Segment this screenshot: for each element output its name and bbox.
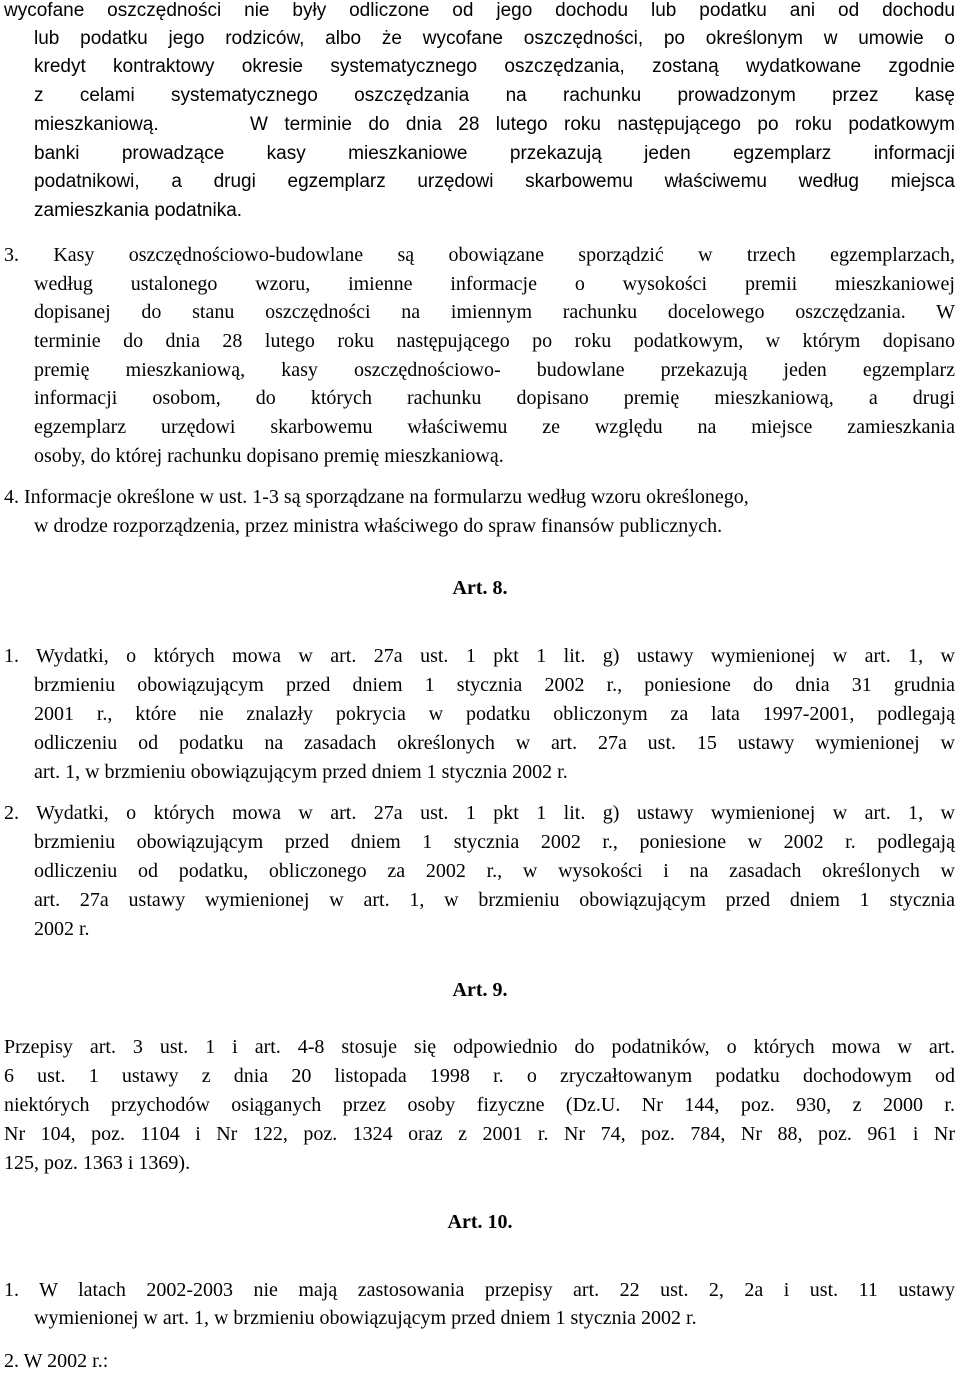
text-line: osoby, do której rachunku dopisano premię mieszkaniową. xyxy=(34,445,504,467)
text-line: lub podatku jego rodziców, albo że wycofane oszczędności, po określonym w umowie o xyxy=(34,28,955,49)
text-line: 2002 r. xyxy=(34,918,90,940)
text-line: brzmieniu obowiązującym przed dniem 1 stycznia 2002 r., poniesione do dnia 31 grudnia xyxy=(34,674,955,696)
text-line: 4. Informacje określone w ust. 1-3 są sporządzane na formularzu według wzoru określonego, xyxy=(4,486,749,508)
text-line: 2. Wydatki, o których mowa w art. 27a ust. 1 pkt 1 lit. g) ustawy wymienionej w art. 1, w xyxy=(4,802,955,824)
text-line: terminie do dnia 28 lutego roku następującego po roku podatkowym, w którym dopisano xyxy=(34,330,955,352)
text-line: wycofane oszczędności nie były odliczone od jego dochodu lub podatku ani od dochodu xyxy=(4,0,955,21)
text-line: 2. W 2002 r.: xyxy=(4,1350,109,1372)
text-line: premię mieszkaniową, kasy oszczędnościowo- budowlane przekazują jeden egzemplarz xyxy=(34,359,955,381)
text-line: 6 ust. 1 ustawy z dnia 20 listopada 1998 r. o zryczałtowanym podatku dochodowym od xyxy=(4,1065,955,1087)
text-line: art. 1, w brzmieniu obowiązującym przed dniem 1 stycznia 2002 r. xyxy=(34,761,568,783)
text-line: zamieszkania podatnika. xyxy=(34,200,243,221)
text-line: 1. Wydatki, o których mowa w art. 27a ust. 1 pkt 1 lit. g) ustawy wymienionej w art. 1, w xyxy=(4,645,955,667)
text-line: W terminie do dnia 28 lutego roku następującego po roku podatkowym xyxy=(250,114,955,135)
text-line: kredyt kontraktowy okresie systematycznego oszczędzania, zostaną wydatkowane zgodnie xyxy=(34,56,955,77)
text-line: Nr 104, poz. 1104 i Nr 122, poz. 1324 oraz z 2001 r. Nr 74, poz. 784, Nr 88, poz. 961 i Nr xyxy=(4,1123,955,1145)
text-line: niektórych przychodów osiąganych przez osoby fizyczne (Dz.U. Nr 144, poz. 930, z 2000 r. xyxy=(4,1094,955,1116)
text-line: według ustalonego wzoru, imienne informacje o wysokości premii mieszkaniowej xyxy=(34,273,955,295)
text-line: 3. Kasy oszczędnościowo-budowlane są obowiązane sporządzić w trzech egzemplarzach, xyxy=(4,244,955,266)
text-line: art. 27a ustawy wymienionej w art. 1, w brzmieniu obowiązującym przed dniem 1 stycznia xyxy=(34,889,955,911)
article-heading: Art. 8. xyxy=(452,577,508,599)
text-line: w drodze rozporządzenia, przez ministra właściwego do spraw finansów publicznych. xyxy=(34,515,723,537)
text-line: podatnikowi, a drugi egzemplarz urzędowi skarbowemu właściwemu według miejsca xyxy=(34,171,955,192)
article-heading: Art. 9. xyxy=(452,979,508,1001)
text-line: mieszkaniową. xyxy=(34,114,159,135)
text-line: informacji osobom, do których rachunku dopisano premię mieszkaniową, a drugi xyxy=(34,387,955,409)
text-line: dopisanej do stanu oszczędności na imiennym rachunku docelowego oszczędzania. W xyxy=(34,301,955,323)
text-line: wymienionej w art. 1, w brzmieniu obowiązującym przed dniem 1 stycznia 2002 r. xyxy=(34,1307,697,1329)
text-line: 2001 r., które nie znalazły pokrycia w podatku obliczonym za lata 1997-2001, podlegają xyxy=(34,703,955,725)
text-line: 125, poz. 1363 i 1369). xyxy=(4,1152,191,1174)
text-line: egzemplarz urzędowi skarbowemu właściwemu ze względu na miejsce zamieszkania xyxy=(34,416,955,438)
text-line: 1. W latach 2002-2003 nie mają zastosowania przepisy art. 22 ust. 2, 2a i ust. 11 ustawy xyxy=(4,1279,955,1301)
text-line: banki prowadzące kasy mieszkaniowe przekazują jeden egzemplarz informacji xyxy=(34,143,955,164)
text-line: Przepisy art. 3 ust. 1 i art. 4-8 stosuje się odpowiednio do podatników, o których mowa w art. xyxy=(4,1036,955,1058)
article-heading: Art. 10. xyxy=(447,1211,513,1233)
text-line: odliczeniu od podatku, obliczonego za 2002 r., w wysokości i na zasadach określonych w xyxy=(34,860,955,882)
text-line: brzmieniu obowiązującym przed dniem 1 stycznia 2002 r., poniesione w 2002 r. podlegają xyxy=(34,831,955,853)
text-line: odliczeniu od podatku na zasadach określonych w art. 27a ust. 15 ustawy wymienionej w xyxy=(34,732,955,754)
text-line: z celami systematycznego oszczędzania na rachunku prowadzonym przez kasę xyxy=(34,85,955,106)
